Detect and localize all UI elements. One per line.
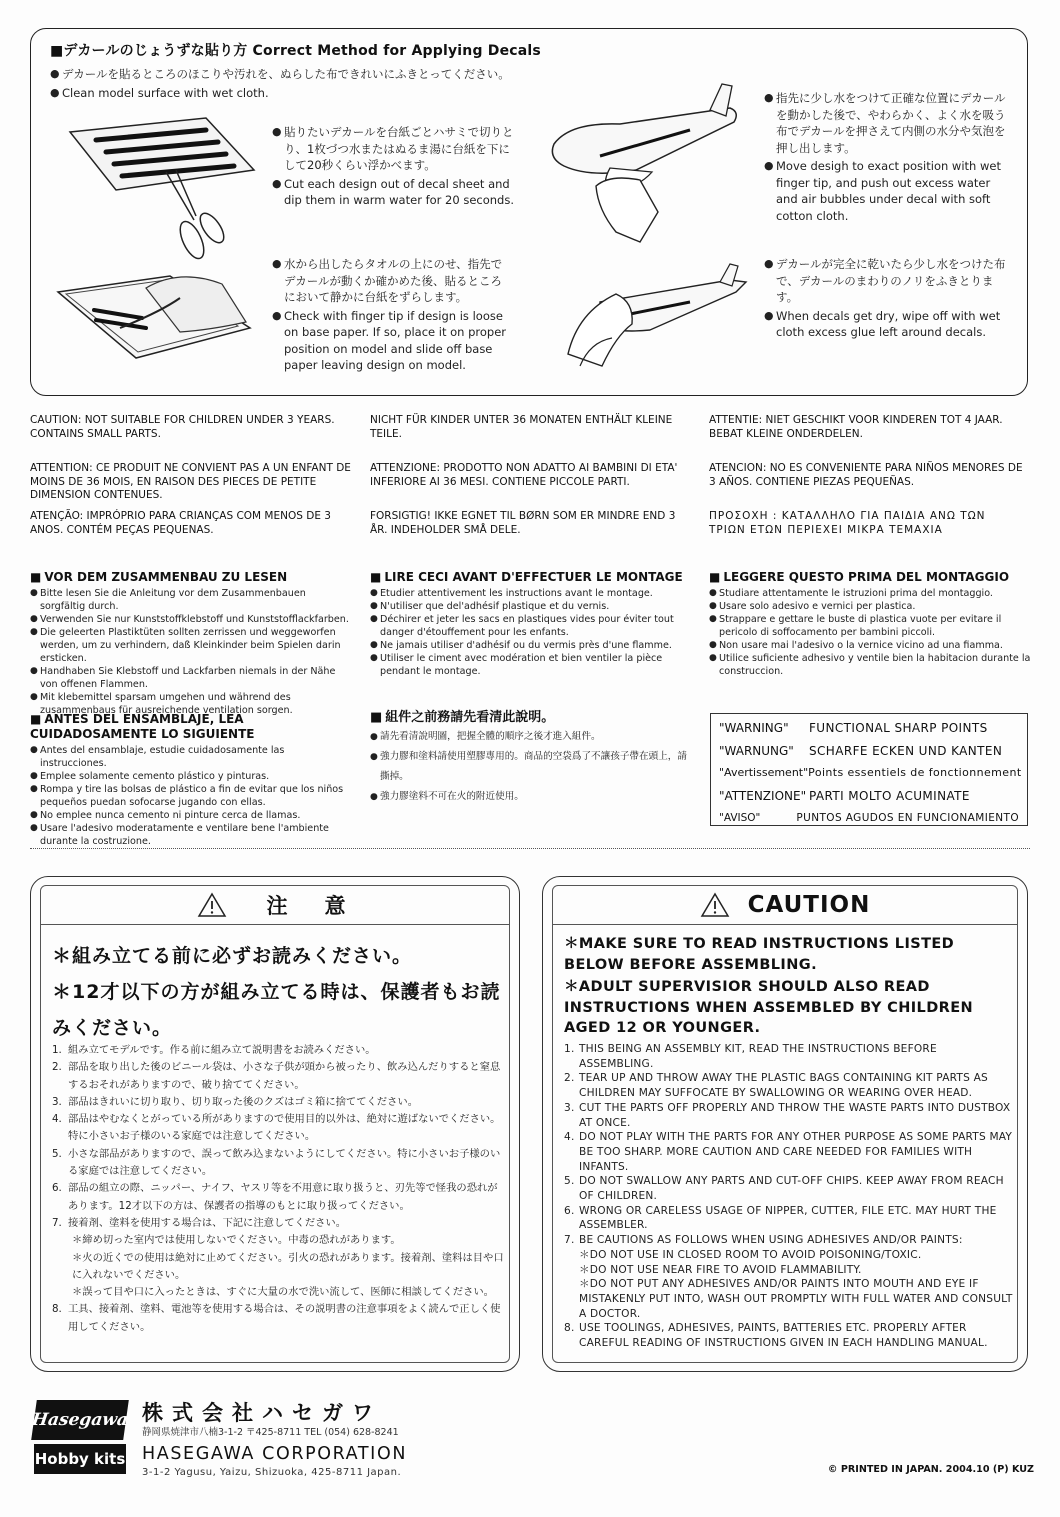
warning-text: Points essentiels de fonctionnement	[808, 766, 1022, 779]
it-item: ● Strappare e gettare le buste di plastica vuote per evitare il pericolo di soffocamento per bambini piccoli.	[709, 613, 1031, 639]
jp-item: 部品を取り出した後のビニール袋は、小さな子供が頭から被ったり、飲み込んだりすると窒息するおそれがありますので、破り捨ててください。	[68, 1061, 501, 1091]
jp-caution-heading: 注 意	[266, 893, 354, 918]
fr-item: ● Utiliser le ciment avec modération et bien ventiler la pièce pendant le montage.	[370, 652, 690, 678]
decal-check-en: ● Check with finger tip if design is loose on base paper. If so, place it on proper position on model and slide off base paper leaving design on model.	[272, 308, 512, 374]
jp-item: 部品の組立の際、ニッパー、ナイフ、ヤスリ等を不用意に取り扱うと、刃先等で怪我の恐れがあります。12才以下の方は、保護者の指導のもとに取り扱ってください。	[68, 1182, 498, 1212]
section-divider	[30, 848, 1030, 849]
en-sub-item: ＊DO NOT USE IN CLOSED ROOM TO AVOID POISONING/TOXIC.	[579, 1248, 922, 1261]
decal-step-clean	[50, 66, 570, 101]
it-item: ● Usare solo adesivo e vernici per plastica.	[709, 600, 1031, 613]
caution-da: FORSIGTIG! IKKE EGNET TIL BØRN SOM ER MINDRE END 3 ÅR. INDEHOLDER SMÅ DELE.	[370, 510, 676, 536]
it-item: ● Non usare mai l'adesivo o la vernice vicino ad una fiamma.	[709, 639, 1031, 652]
jp-lead-2: ＊12才以下の方が組み立てる時は、保護者もお読みください。	[52, 981, 501, 1039]
en-item: TEAR UP AND THROW AWAY THE PLASTIC BAGS CONTAINING KIT PARTS AS CHILDREN MAY SUFFOCATE BY SWALLOWING OR WEARING OVER HEAD.	[579, 1072, 988, 1100]
zh-item: ● 強力膠和塗料請使用塑膠專用的。商品的空袋爲了不讓孩子帶在頭上，請撕掉。	[370, 747, 690, 787]
en-item: DO NOT PLAY WITH THE PARTS FOR ANY OTHER PURPOSE AS SOME PARTS MAY BE TOO SHARP. MORE CAUTION AND CARE NEEDED FOR FAMILIES WITH INFANTS.	[579, 1131, 1013, 1173]
en-caution-leads	[564, 934, 1012, 1039]
de-item: ● Die geleerten Plastiktüten sollten zerrissen und weggeworfen werden, um zu verhindern, daß Kleinkinder beim Spielen darin ersticken.	[30, 626, 350, 665]
warning-text: FUNCTIONAL SHARP POINTS	[809, 721, 988, 735]
jp-item: 組み立てモデルです。作る前に組み立て説明書をお読みください。	[68, 1044, 376, 1056]
company-name-jp: 株式会社ハセガワ	[142, 1401, 382, 1425]
en-item: WRONG OR CARELESS USAGE OF NIPPER, CUTTER, FILE ETC. MAY HURT THE ASSEMBLER.	[579, 1204, 997, 1232]
jp-item: 接着剤、塗料を使用する場合は、下記に注意してください。	[68, 1216, 347, 1229]
jp-sub-item: ＊誤って目や口に入ったときは、すぐに大量の水で洗い流して、医師に相談してください。	[72, 1286, 494, 1299]
es-item: ● No emplee nunca cemento ni pinture cerca de llamas.	[30, 809, 352, 822]
fr-item: ● Etudier attentivement les instructions avant le montage.	[370, 587, 690, 600]
jp-sub-item: ＊締め切った室内では使用しないでください。中毒の恐れがあります。	[72, 1234, 401, 1247]
es-item: ● Antes del ensamblaje, estudie cuidadosamente las instrucciones.	[30, 744, 352, 770]
en-caution-heading: CAUTION	[747, 891, 871, 918]
en-item: DO NOT SWALLOW ANY PARTS AND CUT-OFF CHIPS. KEEP AWAY FROM REACH OF CHILDREN.	[579, 1175, 1004, 1203]
de-block	[30, 570, 350, 717]
decal-step-cut	[272, 124, 516, 209]
jp-sub-item: ＊火の近くでの使用は絶対に止めてください。引火の恐れがあります。接着剤、塗料は目や口に入れないでください。	[72, 1251, 504, 1281]
en-item: BE CAUTIONS AS FOLLOWS WHEN USING ADHESIVES AND/OR PAINTS:	[579, 1234, 963, 1247]
airplane-pressing-illustration	[540, 82, 750, 252]
it-item: ● Utilice suficiente adhesivo y ventile bien la habitacion durante la construccion.	[709, 652, 1031, 678]
zh-item: ● 強力膠塗料不可在火的附近使用。	[370, 787, 690, 807]
jp-item: 部品はきれいに切り取り、切り取った後のクズはゴミ箱に捨ててください。	[68, 1095, 418, 1108]
printed-in-japan: © PRINTED IN JAPAN. 2004.10 (P) KUZ	[827, 1464, 1034, 1475]
warning-text: PUNTOS AGUDOS EN FUNCIONAMIENTO	[796, 812, 1019, 824]
zh-block-title: ■ 組件之前務請先看清此說明。	[370, 710, 690, 725]
fr-item: ● Ne jamais utiliser d'adhésif ou du vermis près d'une flamme.	[370, 639, 690, 652]
en-lead-2: ＊ADULT SUPERVISIOR SHOULD ALSO READ INSTRUCTIONS WHEN ASSEMBLED BY CHILDREN AGED 12 OR YOUNGER.	[564, 979, 974, 1036]
de-item: ● Mit klebemittel sparsam umgehen und während des zusammenbaus für ausreichende ventilation sorgen.	[30, 691, 350, 717]
en-item: THIS BEING AN ASSEMBLY KIT, READ THE INSTRUCTIONS BEFORE ASSEMBLING.	[579, 1043, 937, 1070]
es-item: ● Usare l'adesivo moderatamente e ventilare bene l'ambiente durante la costruzione.	[30, 822, 352, 848]
decal-step-move	[764, 90, 1010, 224]
tray-towel-illustration	[50, 258, 260, 368]
it-block-title: ■ LEGGERE QUESTO PRIMA DEL MONTAGGIO	[709, 570, 1031, 585]
caution-en: CAUTION: NOT SUITABLE FOR CHILDREN UNDER 3 YEARS. CONTAINS SMALL PARTS.	[30, 414, 335, 440]
decal-sheet-scissors-illustration	[56, 112, 266, 262]
address-en: 3-1-2 Yagusu, Yaizu, Shizuoka, 425-8711 Japan.	[142, 1467, 402, 1478]
sharp-points-warning-box	[710, 713, 1028, 826]
caution-it: ATTENZIONE: PRODOTTO NON ADATTO AI BAMBINI DI ETA' INFERIORE AI 36 MESI. CONTIENE PICCOLE PARTI.	[370, 462, 678, 488]
decal-cut-en: ● Cut each design out of decal sheet and dip them in warm water for 20 seconds.	[272, 176, 516, 209]
de-item: ● Handhaben Sie Klebstoff und Lackfarben niemals in der Nähe von offenen Flammen.	[30, 665, 350, 691]
en-sub-item: ＊DO NOT PUT ANY ADHESIVES AND/OR PAINTS INTO MOUTH AND EYE IF MISTAKENLY PUT INTO, WASH OUT PROMPTLY WITH FULL WATER AND CONSULT A DOCTOR.	[579, 1278, 1013, 1320]
fr-item: ● Déchirer et jeter les sacs en plastiques vides pour éviter tout danger d'étouffement pour les enfants.	[370, 613, 690, 639]
warning-triangle-icon	[700, 892, 730, 918]
en-caution-header	[552, 885, 1018, 925]
warning-label: "AVISO"	[719, 812, 761, 824]
en-lead-1: ＊MAKE SURE TO READ INSTRUCTIONS LISTED BELOW BEFORE ASSEMBLING.	[564, 936, 955, 973]
es-block	[30, 712, 352, 848]
company-name-en: HASEGAWA CORPORATION	[142, 1444, 408, 1464]
de-item: ● Verwenden Sie nur Kunststoffklebstoff und Kunststofflackfarben.	[30, 613, 350, 626]
caution-es: ATENCION: NO ES CONVENIENTE PARA NIÑOS MENORES DE 3 AÑOS. CONTIENE PIEZAS PEQUEÑAS.	[709, 462, 1023, 488]
de-block-title: ■ VOR DEM ZUSAMMENBAU ZU LESEN	[30, 570, 350, 585]
decal-title: ■デカールのじょうずな貼り方 Correct Method for Applying Decals	[50, 43, 541, 59]
warning-label: "WARNUNG"	[719, 743, 794, 758]
decal-step-dry	[764, 256, 1010, 341]
en-caution-list: 1. THIS BEING AN ASSEMBLY KIT, READ THE INSTRUCTIONS BEFORE ASSEMBLING. 2. TEAR UP AND THROW AWAY THE PLASTIC BAGS CONTAINING KIT PARTS AS CHILDREN MAY SUFFOCATE BY SWALLOWING OR WEARING OVER HEAD. 3. CUT THE PARTS OFF PROPERLY AND THROW THE WASTE PARTS INTO DUSTBOX AT ONCE. 4. DO NOT PLAY WITH THE PARTS FOR ANY OTHER PURPOSE AS SOME PARTS MAY BE TOO SHARP. MORE CAUTION AND CARE NEEDED FOR FAMILIES WITH INFANTS. 5. DO NOT SWALLOW ANY PARTS AND CUT-OFF CHIPS. KEEP AWAY FROM REACH OF CHILDREN. 6. WRONG OR CARELESS USAGE OF NIPPER, CUTTER, FILE ETC. MAY HURT THE ASSEMBLER. 7. BE CAUTIONS AS FOLLOWS WHEN USING ADHESIVES AND/OR PAINTS: ＊DO NOT USE IN CLOSED ROOM TO AVOID POISONING/TOXIC. ＊DO NOT USE NEAR FIRE TO AVOID FLAMMABILITY. ＊DO NOT PUT ANY ADHESIVES AND/OR PAINTS INTO MOUTH AND EYE IF MISTAKENLY PUT INTO, WASH OUT PROMPTLY WITH FULL WATER AND CONSULT A DOCTOR. 8. USE TOOLINGS, ADHESIVES, PAINTS, BATTERIES ETC. PROPERLY AFTER CAREFUL READING OF INSTRUCTIONS GIVEN IN EACH HANDLING MANUAL.	[564, 1043, 1013, 1350]
decal-step-check	[272, 256, 512, 374]
decal-move-jp: ● 指先に少し水をつけて正確な位置にデカールを動かした後で、やわらかく、よく水を吸う布でデカールを押さえて内側の水分や気泡を押し出します。	[764, 90, 1010, 156]
logo-hobby-kits: Hobby kits	[34, 1444, 126, 1474]
jp-item: 部品はやむなくとがっている所がありますので使用目的以外は、絶対に遊ばないでください。特に小さいお子様のいる家庭では注意してください。	[68, 1113, 501, 1143]
company-info	[142, 1400, 462, 1479]
fr-item: ● N'utiliser que del'adhésif plastique et du vernis.	[370, 600, 690, 613]
jp-item: 工具、接着剤、塗料、電池等を使用する場合は、その説明書の注意事項をよく読んで正しく使用してください。	[68, 1303, 501, 1333]
warning-label: "WARNING"	[719, 721, 789, 735]
decal-dry-jp: ● デカールが完全に乾いたら少し水をつけた布で、デカールのまわりのノリをふきとります。	[764, 256, 1010, 306]
jp-caution-header	[40, 885, 510, 925]
it-block	[709, 570, 1031, 678]
caution-pt: ATENÇÃO: IMPRÓPRIO PARA CRIANÇAS COM MENOS DE 3 ANOS. CONTÉM PEÇAS PEQUENAS.	[30, 510, 331, 536]
en-item: USE TOOLINGS, ADHESIVES, PAINTS, BATTERIES ETC. PROPERLY AFTER CAREFUL READING OF INSTRUCTIONS GIVEN IN EACH HANDLING MANUAL.	[579, 1322, 988, 1350]
es-item: ● Rompa y tire las bolsas de plástico a fin de evitar que los niños pequeños puedan sofocarse jugando con ellas.	[30, 783, 352, 809]
en-item: CUT THE PARTS OFF PROPERLY AND THROW THE WASTE PARTS INTO DUSTBOX AT ONCE.	[579, 1101, 1011, 1129]
warning-text: PARTI MOLTO ACUMINATE	[809, 788, 970, 803]
it-item: ● Studiare attentamente le istruzioni prima del montaggio.	[709, 587, 1031, 600]
caution-nl: ATTENTIE: NIET GESCHIKT VOOR KINDEREN TOT 4 JAAR. BEBAT KLEINE ONDERDELEN.	[709, 414, 1003, 440]
es-item: ● Emplee solamente cemento plástico y pinturas.	[30, 770, 352, 783]
caution-el: ΠΡΟΣΟΧΗ : ΚΑΤΑΛΛΗΛΟ ΓΙΑ ΠΑΙΔΙΑ ΑΝΩ ΤΩΝ ΤΡΙΩΝ ΕΤΩΝ ΠΕΡΙΕΧΕΙ ΜΙΚΡΑ ΤΕΜΑΧΙΑ	[709, 510, 986, 536]
jp-item: 小さな部品がありますので、誤って飲み込まないようにしてください。特に小さいお子様のいる家庭では注意してください。	[68, 1147, 501, 1178]
fr-block-title: ■ LIRE CECI AVANT D'EFFECTUER LE MONTAGE	[370, 570, 690, 585]
decal-dry-en: ● When decals get dry, wipe off with wet cloth excess glue left around decals.	[764, 308, 1010, 341]
jp-caution-list: 1. 組み立てモデルです。作る前に組み立て説明書をお読みください。 2. 部品を取り出した後のビニール袋は、小さな子供が頭から被ったり、飲み込んだりすると窒息するおそれがありますので、破り捨ててください。 3. 部品はきれいに切り取り、切り取った後のクズはゴミ箱に捨ててください。 4. 部品はやむなくとがっている所がありますので使用目的以外は、絶対に遊ばないでください。特に小さいお子様のいる家庭では注意してください。 5. 小さな部品がありますので、誤って飲み込まないようにしてください。特に小さいお子様のいる家庭では注意してください。 6. 部品の組立の際、ニッパー、ナイフ、ヤスリ等を不用意に取り扱うと、刃先等で怪我の恐れがあります。12才以下の方は、保護者の指導のもとに取り扱ってください。 7. 接着剤、塗料を使用する場合は、下記に注意してください。 ＊締め切った室内では使用しないでください。中毒の恐れがあります。 ＊火の近くでの使用は絶対に止めてください。引火の恐れがあります。接着剤、塗料は目や口に入れないでください。 ＊誤って目や口に入ったときは、すぐに大量の水で洗い流して、医師に相談してください。 8. 工具、接着剤、塗料、電池等を使用する場合は、その説明書の注意事項をよく読んで正しく使用してください。	[52, 1042, 504, 1336]
zh-block	[370, 710, 690, 807]
hasegawa-logo	[30, 1400, 130, 1476]
jp-caution-leads	[52, 938, 504, 1046]
address-jp: 静岡県焼津市八楠3-1-2 〒425-8711 TEL (054) 628-8241	[142, 1427, 399, 1438]
logo-brand: Hasegawa	[31, 1400, 129, 1440]
jp-lead-1: ＊組み立てる前に必ずお読みください。	[52, 945, 413, 967]
de-item: ● Bitte lesen Sie die Anleitung vor dem Zusammenbauen sorgfältig durch.	[30, 587, 350, 613]
zh-item: ● 請先看清說明圖，把握全體的順序之後才進入組件。	[370, 727, 690, 747]
fr-block	[370, 570, 690, 678]
decal-move-en: ● Move desigh to exact position with wet finger tip, and push out excess water and air bubbles under decal with soft cotton cloth.	[764, 158, 1010, 224]
hand-holding-airplane-illustration	[560, 262, 760, 372]
warning-triangle-icon	[197, 892, 227, 918]
warning-label: "ATTENZIONE"	[719, 788, 807, 803]
en-sub-item: ＊DO NOT USE NEAR FIRE TO AVOID FLAMMABILITY.	[579, 1263, 862, 1276]
caution-de: NICHT FÜR KINDER UNTER 36 MONATEN ENTHÄLT KLEINE TEILE.	[370, 414, 673, 440]
decal-check-jp: ● 水から出したらタオルの上にのせ、指先でデカールが動くか確かめた後、貼るところにおいて静かに台紙をずらします。	[272, 256, 512, 306]
decal-clean-jp: ● デカールを貼るところのほこりや汚れを、ぬらした布できれいにふきとってください。	[50, 66, 570, 83]
es-block-title: ■ ANTES DEL ENSAMBLAJE, LEA CUIDADOSAMENTE LO SIGUIENTE	[30, 712, 352, 742]
caution-fr: ATTENTION: CE PRODUIT NE CONVIENT PAS A UN ENFANT DE MOINS DE 36 MOIS, EN RAISON DES PIECES DE PETITE DIMENSION CONTENUES.	[30, 462, 351, 501]
warning-text: SCHARFE ECKEN UND KANTEN	[809, 743, 1003, 758]
warning-label: "Avertissement"	[719, 766, 809, 779]
decal-cut-jp: ● 貼りたいデカールを台紙ごとハサミで切りとり、1枚づつ水またはぬるま湯に台紙を下にして20秒くらい浮かべます。	[272, 124, 516, 174]
decal-clean-en: ● Clean model surface with wet cloth.	[50, 85, 570, 102]
